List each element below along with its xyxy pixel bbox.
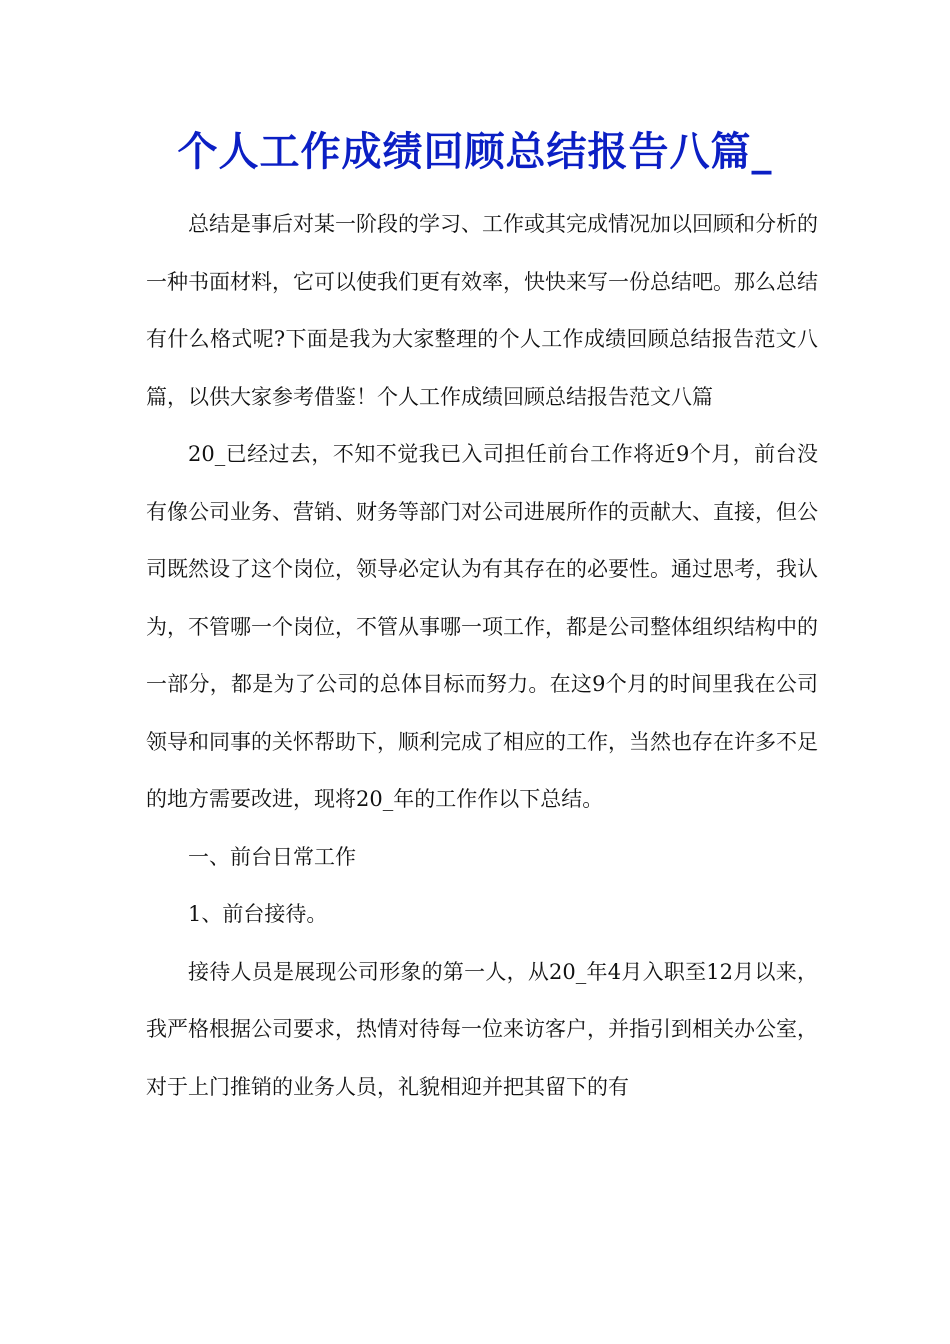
paragraph-overview: 20_已经过去，不知不觉我已入司担任前台工作将近9个月，前台没有像公司业务、营销、财务等部门对公司进展所作的贡献大、直接，但公司既然设了这个岗位，领导必定认为有其存在的必要性。通过思考，我认为，不管哪一个岗位，不管从事哪一项工作，都是公司整体组织结构中的一部分，都是为了公司的总体目标而努力。在这9个月的时间里我在公司领导和同事的关怀帮助下，顺利完成了相应的工作，当然也存在许多不足的地方需要改进，现将20_年的工作作以下总结。 — [146, 442, 818, 811]
subsection-heading-reception: 1、前台接待。 — [188, 902, 328, 926]
paragraph-intro: 总结是事后对某一阶段的学习、工作或其完成情况加以回顾和分析的一种书面材料，它可以使我们更有效率，快快来写一份总结吧。那么总结有什么格式呢?下面是我为大家整理的个人工作成绩回顾总结报告范文八篇，以供大家参考借鉴！个人工作成绩回顾总结报告范文八篇 — [146, 212, 818, 409]
document-title: 个人工作成绩回顾总结报告八篇_ — [177, 128, 773, 175]
section-heading-front-desk-daily-work: 一、前台日常工作 — [188, 844, 356, 869]
paragraph-reception: 接待人员是展现公司形象的第一人，从20_年4月入职至12月以来，我严格根据公司要求，热情对待每一位来访客户，并指引到相关办公室，对于上门推销的业务人员，礼貌相迎并把其留下的有 — [146, 959, 818, 1099]
document-body — [146, 196, 818, 1116]
